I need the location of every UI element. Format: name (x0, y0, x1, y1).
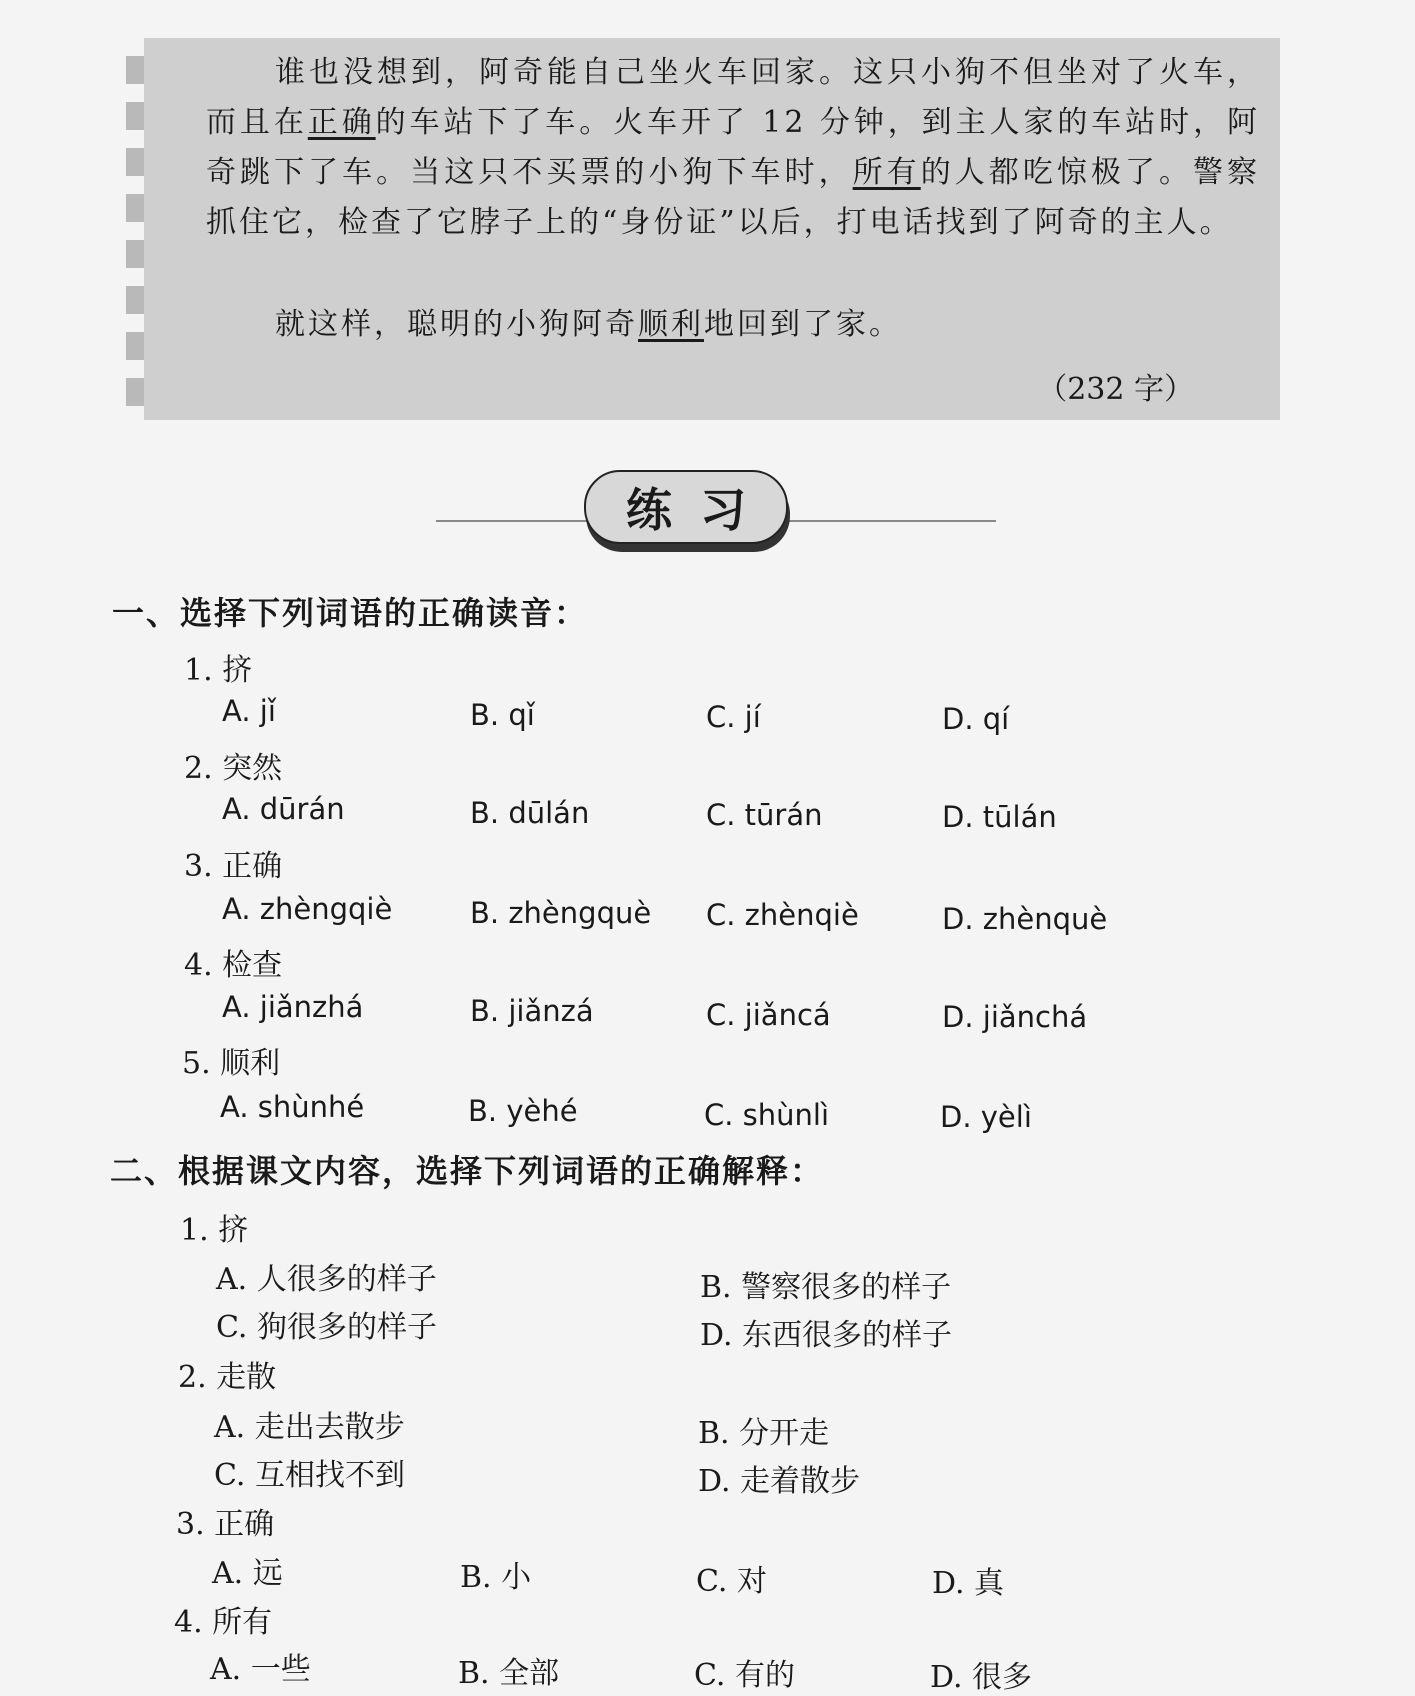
question-label: 5. 顺利 (182, 1046, 281, 1081)
option-c[interactable]: C. 对 (696, 1564, 767, 1599)
option-b[interactable]: B. 全部 (458, 1656, 560, 1691)
question-label: 4. 检查 (184, 948, 283, 983)
underlined-word-suoyou: 所有 (852, 155, 921, 190)
passage-text: 谁也没想到，阿奇能自己坐火车回家。这只小狗不但坐对了火车，而且在 (206, 55, 1260, 140)
option-c[interactable]: C. 有的 (694, 1658, 795, 1693)
underlined-word-shunli: 顺利 (638, 307, 704, 342)
option-b[interactable]: B. qǐ (470, 698, 535, 732)
option-c[interactable]: C. 狗很多的样子 (216, 1310, 437, 1345)
option-a[interactable]: A. 远 (212, 1556, 283, 1591)
passage-text: 的人都吃惊极了。警察抓住它，检查了它脖子上的“身份证”以后，打电话找到了阿奇的主人。 (206, 155, 1261, 240)
part2-heading: 二、根据课文内容，选择下列词语的正确解释： (110, 1152, 825, 1190)
option-d[interactable]: D. tūlán (942, 800, 1057, 834)
option-c[interactable]: C. jiǎncá (706, 998, 831, 1032)
option-d[interactable]: D. 很多 (930, 1660, 1033, 1695)
part1-heading: 一、选择下列词语的正确读音： (112, 594, 589, 632)
option-d[interactable]: D. zhènquè (942, 902, 1108, 936)
option-a[interactable]: A. zhèngqiè (222, 892, 393, 926)
reading-passage (126, 38, 1280, 420)
option-c[interactable]: C. jí (706, 700, 761, 734)
option-b[interactable]: B. zhèngquè (470, 896, 652, 930)
passage-paragraph-2 (206, 300, 1260, 350)
word-count: （232 字） (1037, 372, 1194, 407)
section-title: 练习 (584, 470, 788, 544)
question-label: 2. 突然 (184, 751, 283, 786)
option-c[interactable]: C. zhènqiè (706, 898, 859, 932)
question-label: 1. 挤 (180, 1213, 249, 1248)
underlined-word-zhengque: 正确 (307, 105, 376, 140)
option-d[interactable]: D. 真 (932, 1566, 1005, 1601)
option-d[interactable]: D. 东西很多的样子 (700, 1318, 953, 1353)
passage-text: 就这样，聪明的小狗阿奇 (275, 307, 638, 342)
option-c[interactable]: C. 互相找不到 (214, 1458, 405, 1493)
question-label: 1. 挤 (184, 653, 253, 688)
question-label: 3. 正确 (184, 849, 283, 884)
question-label: 4. 所有 (174, 1605, 273, 1640)
option-a[interactable]: A. shùnhé (220, 1090, 365, 1124)
option-d[interactable]: D. qí (942, 702, 1010, 736)
option-b[interactable]: B. yèhé (468, 1094, 578, 1128)
option-d[interactable]: D. jiǎnchá (942, 1000, 1088, 1034)
option-c[interactable]: C. shùnlì (704, 1098, 830, 1132)
option-b[interactable]: B. dūlán (470, 796, 590, 830)
option-b[interactable]: B. jiǎnzá (470, 994, 594, 1028)
option-a[interactable]: A. dūrán (222, 792, 345, 826)
option-b[interactable]: B. 分开走 (698, 1416, 830, 1451)
option-d[interactable]: D. 走着散步 (698, 1464, 861, 1499)
question-label: 3. 正确 (176, 1507, 275, 1542)
option-a[interactable]: A. 人很多的样子 (216, 1262, 437, 1297)
option-a[interactable]: A. jiǎnzhá (222, 990, 364, 1024)
option-c[interactable]: C. tūrán (706, 798, 823, 832)
passage-text: 地回到了家。 (704, 307, 902, 342)
question-label: 2. 走散 (178, 1360, 277, 1395)
passage-paragraph-1 (206, 48, 1260, 248)
passage-text: 的车站下了车。火车开了 12 分钟，到主人家的车站时，阿奇跳下了车。当这只不买票的小狗下车时， (206, 105, 1261, 190)
option-a[interactable]: A. 走出去散步 (214, 1410, 405, 1445)
option-b[interactable]: B. 小 (460, 1560, 532, 1595)
option-a[interactable]: A. 一些 (210, 1652, 311, 1687)
option-d[interactable]: D. yèlì (940, 1100, 1032, 1134)
option-b[interactable]: B. 警察很多的样子 (700, 1270, 952, 1305)
option-a[interactable]: A. jǐ (222, 694, 276, 728)
